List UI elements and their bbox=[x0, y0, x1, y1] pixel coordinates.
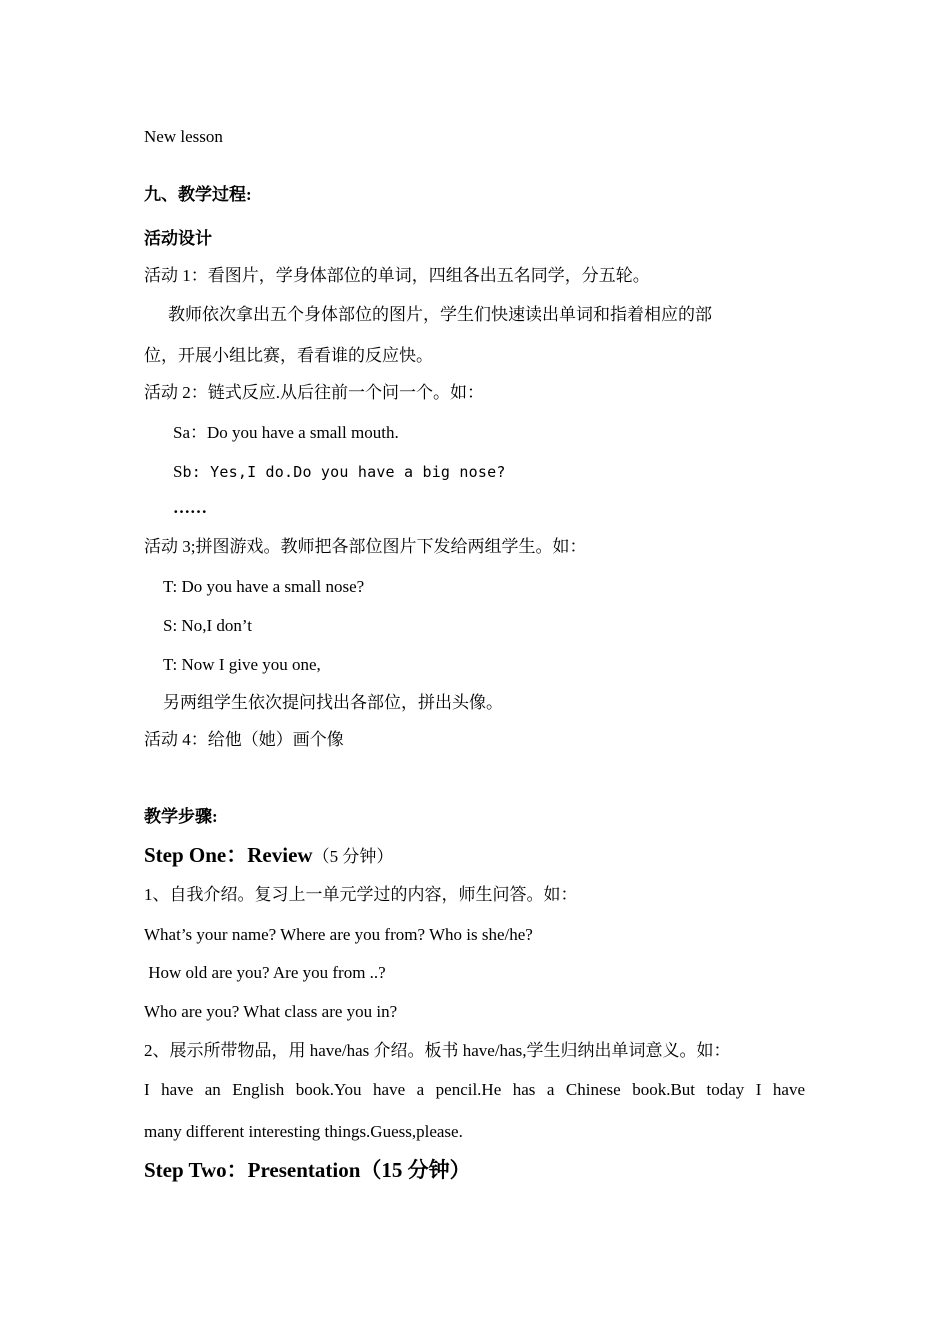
step-one-item-2: 2、展示所带物品，用 have/has 介绍。板书 have/has,学生归纳出单词意义。如： bbox=[144, 1041, 731, 1060]
step-one-example-line-2: many different interesting things.Guess,please. bbox=[144, 1122, 463, 1141]
step-one-item-1: 1、自我介绍。复习上一单元学过的内容，师生问答。如： bbox=[144, 885, 578, 904]
activity-2-sb-text: b: Yes,I do.Do you have a big nose? bbox=[182, 463, 506, 481]
activity-1-title: 活动 1：看图片，学身体部位的单词，四组各出五名同学，分五轮。 bbox=[144, 266, 650, 285]
activity-1-description-line-1: 教师依次拿出五个身体部位的图片，学生们快速读出单词和指着相应的部 bbox=[168, 305, 712, 324]
activity-1-description-line-2: 位，开展小组比赛，看看谁的反应快。 bbox=[144, 346, 433, 365]
activity-2-sb-prefix: S bbox=[173, 462, 183, 481]
step-one-question-line-3: Who are you? What class are you in? bbox=[144, 1002, 398, 1021]
activity-2-dialogue-sa: Sa：Do you have a small mouth. bbox=[173, 423, 399, 442]
activity-3-title: 活动 3;拼图游戏。教师把各部位图片下发给两组学生。如： bbox=[144, 537, 587, 556]
step-one-title: Step One：Review bbox=[144, 843, 313, 867]
activity-design-label: 活动设计 bbox=[144, 229, 212, 248]
step-one-question-line-1: What’s your name? Where are you from? Who is she/he? bbox=[144, 925, 533, 944]
activity-2-title: 活动 2：链式反应.从后往前一个问一个。如： bbox=[144, 383, 484, 402]
teaching-steps-label: 教学步骤: bbox=[144, 807, 218, 826]
section-title: 九、教学过程: bbox=[144, 185, 252, 204]
activity-4-title: 活动 4：给他（她）画个像 bbox=[144, 730, 344, 749]
step-one-duration: （5 分钟） bbox=[312, 847, 394, 866]
activity-2-dialogue-sb bbox=[173, 462, 506, 482]
step-one-example-line-1: I have an English book.You have a pencil.He has a Chinese book.But today I have bbox=[144, 1080, 805, 1099]
new-lesson-heading: New lesson bbox=[144, 127, 223, 146]
step-two-heading: Step Two：Presentation（15 分钟） bbox=[144, 1158, 471, 1182]
activity-3-dialogue-t2: T: Now I give you one, bbox=[163, 655, 321, 674]
step-one-heading bbox=[144, 843, 393, 869]
activity-3-dialogue-s1: S: No,I don’t bbox=[163, 616, 252, 635]
step-one-question-line-2: How old are you? Are you from ..? bbox=[144, 963, 386, 982]
activity-3-dialogue-t1: T: Do you have a small nose? bbox=[163, 577, 365, 596]
activity-3-description: 另两组学生依次提问找出各部位，拼出头像。 bbox=[163, 693, 503, 712]
activity-2-ellipsis: …… bbox=[173, 498, 207, 517]
